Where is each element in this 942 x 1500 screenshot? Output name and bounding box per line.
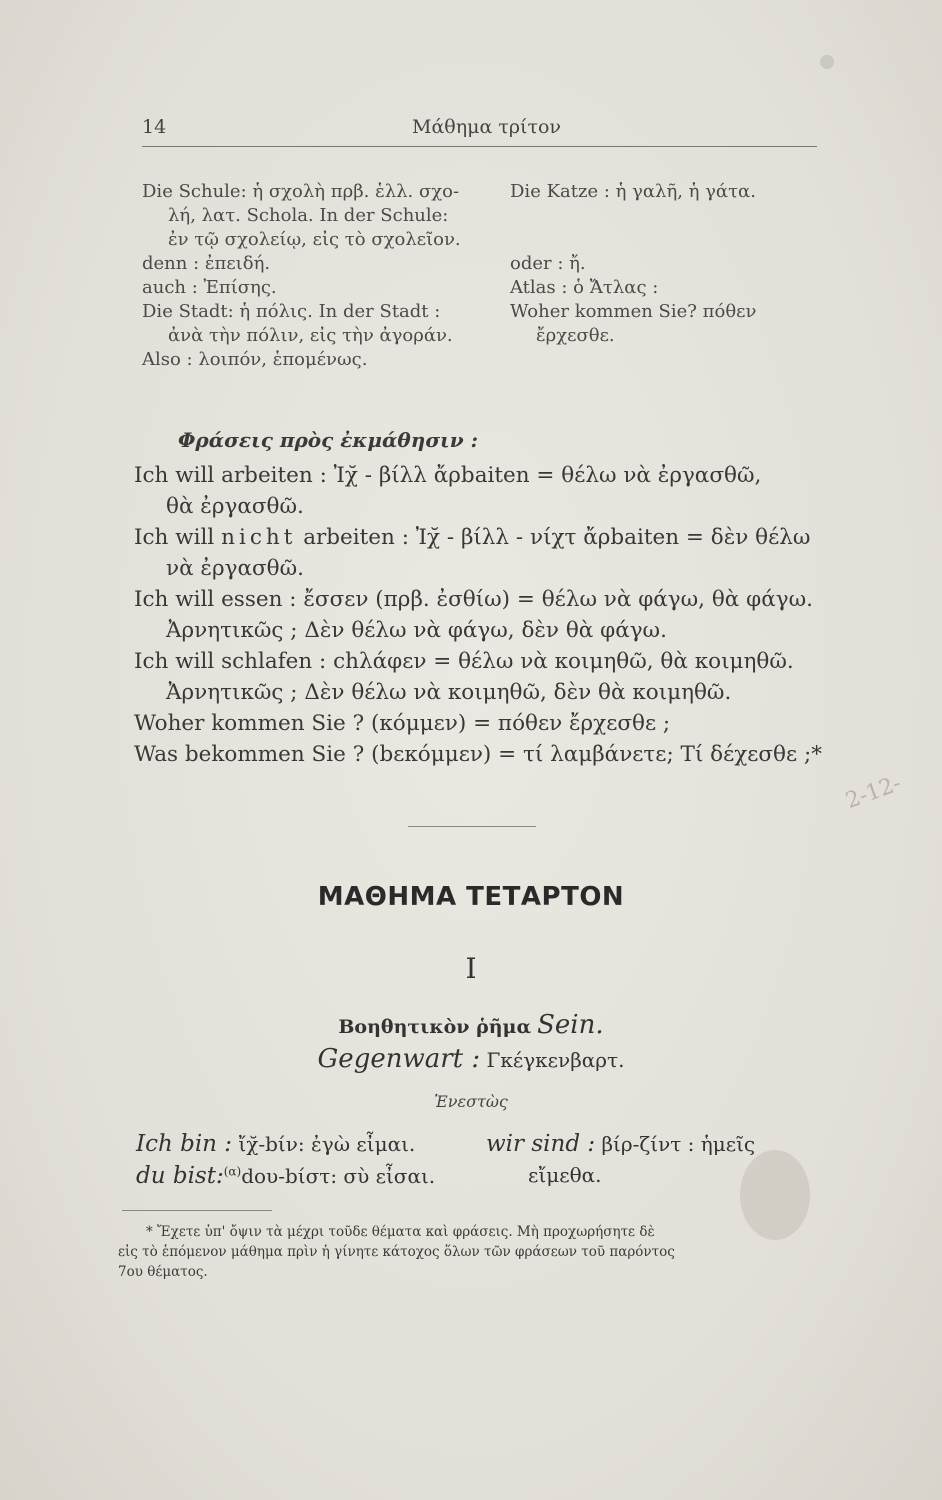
phrases-list [134, 460, 834, 770]
aux-verb-word: Sein. [537, 1010, 604, 1040]
footnote-line: εἰς τὸ ἑπόμενον μάθημα πρὶν ἡ γίνητε κάτοχος ὅλων τῶν φράσεων τοῦ παρόντος [118, 1244, 675, 1260]
phrase-line: Ἀρνητικῶς ; Δὲν θέλω νὰ κοιμηθῶ, δὲν θὰ κοιμηθῶ. [166, 680, 732, 705]
phrase-line: Ich will arbeiten : Ἰχ̆ - βίλλ ἄρbaiten = θέλω νὰ ἐργασθῶ, [134, 463, 762, 488]
phrase-line: Ich will schlafen : chλάφεν = θέλω νὰ κοιμηθῶ, θὰ κοιμηθῶ. [134, 649, 794, 674]
section-numeral: I [465, 952, 477, 985]
footnote-line: 7ου θέματος. [118, 1264, 208, 1280]
german-form: wir sind : [486, 1131, 596, 1157]
vocab-line: λή, λατ. Schola. In der Schule: [168, 205, 449, 226]
auxiliary-verb-heading [0, 1010, 942, 1040]
tense-name: Gegenwart : [317, 1044, 481, 1074]
greek-form: dου-bίστ: σὺ εἶσαι. [241, 1164, 436, 1188]
conjugation-row [136, 1163, 435, 1189]
phrase-line: Woher kommen Sie ? (κόμμεν) = πόθεν ἔρχεσθε ; [134, 711, 671, 736]
phrase-line: Was bekommen Sie ? (bεκόμμεν) = τί λαμβάνετε; Τί δέχεσθε ;* [134, 742, 822, 767]
section-divider [408, 826, 536, 827]
tense-heading [0, 1044, 942, 1074]
phrase-part: Ich will [134, 525, 215, 550]
pencil-mark: 2-12- [842, 771, 905, 814]
aux-verb-label: Βοηθητικὸν ῥῆμα [338, 1016, 532, 1038]
vocab-line [510, 204, 830, 228]
phrase-line [134, 522, 834, 553]
greek-form: βίρ-ζίντ : ἡμεῖς [601, 1132, 756, 1156]
vocab-line: ἐν τῷ σχολείῳ, εἰς τὸ σχολεῖον. [168, 229, 461, 250]
running-title: Μάθημα τρίτον [412, 116, 561, 138]
vocab-line: ἀνὰ τὴν πόλιν, εἰς τὴν ἀγοράν. [168, 325, 453, 346]
vocab-line: Die Schule: ἡ σχολὴ πρβ. ἑλλ. σχο- [142, 181, 460, 202]
vocabulary-right-column [510, 180, 830, 348]
footnote-line: * Ἔχετε ὑπ' ὄψιν τὰ μέχρι τοῦδε θέματα καὶ φράσεις. Μὴ προχωρήσητε δὲ [146, 1224, 655, 1240]
phrase-part: arbeiten : Ἰχ̆ - βίλλ - νίχτ ἄρbaiten = δὲν θέλω [303, 525, 811, 550]
paper-stain [820, 55, 834, 69]
vocab-line: Atlas : ὁ Ἄτλας : [510, 277, 659, 298]
emphasized-word: nicht [221, 525, 297, 550]
phrases-heading: Φράσεις πρὸς ἐκμάθησιν : [178, 428, 478, 452]
phrase-line: Ich will essen : ἔσσεν (πρβ. ἐσθίω) = θέλω νὰ φάγω, θὰ φάγω. [134, 587, 813, 612]
footnote [118, 1222, 828, 1282]
header-rule [142, 146, 817, 147]
vocab-line: denn : ἐπειδή. [142, 253, 271, 274]
vocabulary-left-column [142, 180, 492, 372]
vocab-line: Woher kommen Sie? πόθεν [510, 301, 757, 322]
vocab-line: oder : ἤ. [510, 253, 586, 274]
footnote-mark: (α) [223, 1164, 242, 1179]
phrase-line: νὰ ἐργασθῶ. [166, 556, 304, 581]
vocab-line: auch : Ἐπίσης. [142, 277, 277, 298]
phrase-line: θὰ ἐργασθῶ. [166, 494, 304, 519]
german-form: du bist: [136, 1163, 224, 1189]
chapter-title: ΜΑΘΗΜΑ ΤΕΤΑΡΤΟΝ [317, 882, 625, 912]
phrase-line: Ἀρνητικῶς ; Δὲν θέλω νὰ φάγω, δὲν θὰ φάγω. [166, 618, 667, 643]
vocab-line [510, 228, 830, 252]
greek-form: ἴχ̆-bίν: ἐγὼ εἶμαι. [238, 1132, 416, 1156]
footnote-rule [122, 1210, 272, 1211]
vocab-line: Die Stadt: ἡ πόλις. In der Stadt : [142, 301, 441, 322]
tense-transliteration: Γκέγκενβαρτ. [486, 1048, 625, 1072]
german-form: Ich bin : [136, 1131, 233, 1157]
conjugation-row [136, 1131, 415, 1157]
tense-greek-label: Ἐνεστὼς [434, 1092, 508, 1111]
vocab-line: Also : λοιπόν, ἑπομένως. [142, 349, 368, 370]
page-number: 14 [142, 116, 167, 138]
greek-form: εἴμεθα. [528, 1163, 602, 1187]
vocab-line: ἔρχεσθε. [536, 325, 615, 346]
conjugation-row [528, 1163, 601, 1187]
conjugation-row [486, 1131, 755, 1157]
vocab-line: Die Katze : ἡ γαλῆ, ἡ γάτα. [510, 181, 756, 202]
